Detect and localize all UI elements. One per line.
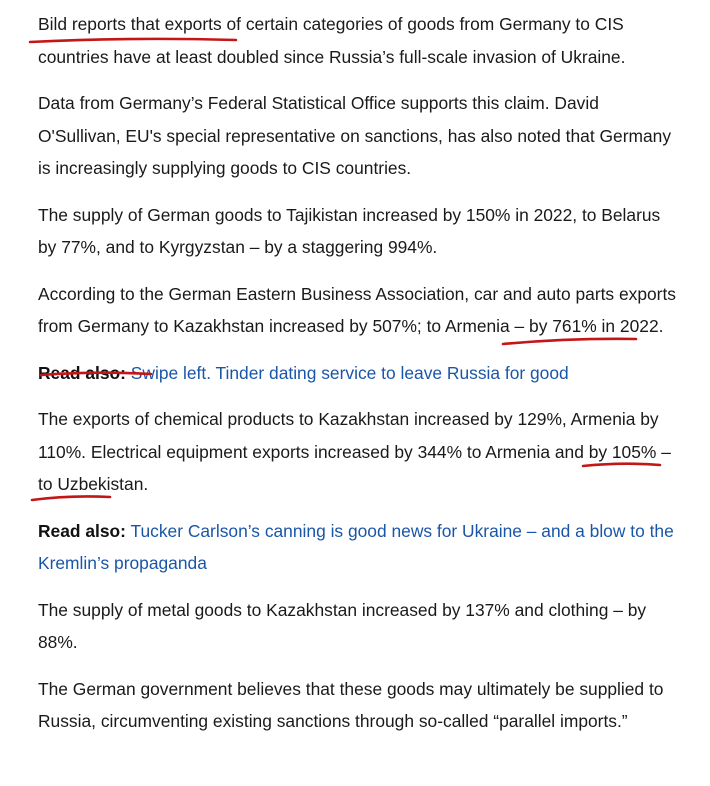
- paragraph-metal-goods: The supply of metal goods to Kazakhstan increased by 137% and clothing – by 88%.: [38, 599, 647, 652]
- read-also-label: Read also:: [38, 362, 126, 383]
- read-also-block-1: [38, 357, 678, 390]
- paragraph-chemical-products: The exports of chemical products to Kazakhstan increased by 129%, Armenia by 110%. Electrical equipment exports increased by 344% to Armenia and by 105% – to Uzbekistan.: [38, 409, 671, 494]
- paragraph-tajikistan-belarus-kyrgyzstan: The supply of German goods to Tajikistan increased by 150% in 2022, to Belarus by 77%, and to Kyrgyzstan – by a staggering 994%.: [38, 204, 661, 257]
- paragraph-parallel-imports: The German government believes that these goods may ultimately be supplied to Russia, circumventing existing sanctions through so-called “parallel imports.”: [38, 678, 664, 731]
- read-also-link-tinder[interactable]: Swipe left. Tinder dating service to leave Russia for good: [130, 362, 569, 383]
- read-also-block-2: [38, 515, 678, 580]
- paragraph-car-parts-exports: According to the German Eastern Business Association, car and auto parts exports from Germany to Kazakhstan increased by 507%; to Armenia – by 761% in 2022.: [38, 283, 676, 336]
- article-body: [38, 8, 678, 752]
- paragraph-bild-report: Bild reports that exports of certain categories of goods from Germany to CIS countries have at least doubled since Russia’s full-scale invasion of Ukraine.: [38, 14, 626, 67]
- paragraph-statistical-office: Data from Germany’s Federal Statistical Office supports this claim. David O'Sullivan, EU's special representative on sanctions, has also noted that Germany is increasingly supplying goods to CIS countries.: [38, 93, 672, 178]
- read-also-link-tucker-carlson[interactable]: Tucker Carlson’s canning is good news for Ukraine – and a blow to the Kremlin’s propaganda: [38, 520, 674, 573]
- read-also-label: Read also:: [38, 520, 126, 541]
